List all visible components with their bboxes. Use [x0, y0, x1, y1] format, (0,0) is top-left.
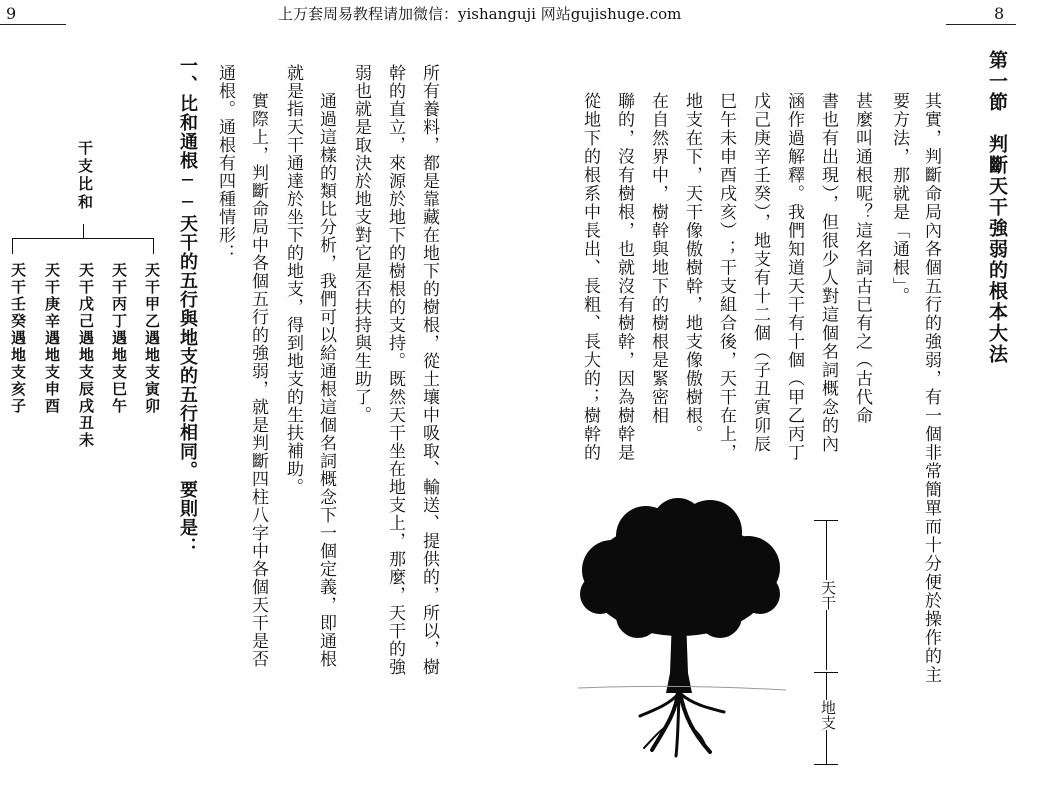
paragraph-line: 其實，判斷命局內各個五行的強弱，有一個非常簡單而十分便於操作的主 — [921, 92, 941, 684]
diagram-item: 天干壬癸遇地支亥子 — [9, 262, 27, 415]
tree-label-branch: 地支 — [819, 700, 837, 730]
diagram-item: 天干戊己遇地支辰戌丑未 — [77, 262, 95, 449]
paragraph-line: 涵作過解釋。我們知道天干有十個（甲乙丙丁 — [784, 92, 804, 462]
paragraph-line: 書也有出現），但很少人對這個名詞概念的內 — [818, 92, 838, 454]
diagram-bracket-left-tick — [12, 238, 13, 254]
diagram-bracket-right-tick — [153, 238, 154, 254]
paragraph-line: 幹的直立，來源於地下的樹根的支持。既然天干坐在地支上，那麼，天干的強 — [385, 64, 405, 676]
paragraph-line: 戊己庚辛壬癸），地支有十二個（子丑寅卯辰 — [750, 92, 770, 454]
left-page-number: 9 — [6, 4, 17, 23]
subsection-heading: 一、比和通根──天干的五行與地支的五行相同。要則是： — [177, 56, 198, 556]
paragraph-line: 甚麼叫通根呢？這名詞古已有之（古代命 — [852, 92, 872, 425]
tree-illustration — [560, 498, 800, 768]
diagram-item: 天干丙丁遇地支巳午 — [110, 262, 128, 415]
paragraph-line: 所有養料，都是靠藏在地下的樹根，從土壤中吸取、輸送、提供的，所以，樹 — [419, 64, 439, 676]
diagram-root-label: 干支比和 — [76, 140, 94, 212]
paragraph-line: 就是指天干通達於坐下的地支，得到地支的生扶補助。 — [283, 64, 303, 496]
section-title: 第一節 判斷天干強弱的根本大法 — [986, 50, 1008, 365]
paragraph-line: 弱也就是取決於地支對它是否扶持與生助了。 — [351, 64, 371, 424]
diagram-bracket-horizontal — [12, 238, 154, 239]
right-page-number: 8 — [994, 4, 1005, 23]
tree-label-stem: 天干 — [819, 580, 837, 610]
paragraph-line: 地支在下，天干像傲樹幹，地支像傲樹根。 — [682, 92, 702, 444]
paragraph-line: 通過這樣的類比分析，我們可以給通根這個名詞概念下一個定義，即通根 — [316, 92, 336, 668]
paragraph-line: 聯的，沒有樹根，也就沒有樹幹，因為樹幹是 — [614, 92, 634, 462]
right-header-rule — [946, 24, 1016, 25]
paragraph-line: 從地下的根系中長出、長粗、長大的；樹幹的 — [580, 92, 600, 462]
paragraph-line: 通根。通根有四種情形： — [215, 64, 235, 262]
bracket-tick-top — [814, 520, 838, 521]
diagram-item: 天干甲乙遇地支寅卯 — [143, 262, 161, 415]
left-header-rule — [0, 24, 66, 25]
paragraph-line: 實際上，判斷命局中各個五行的強弱，就是判斷四柱八字中各個天干是否 — [248, 92, 268, 668]
header-watermark-text: 上万套周易教程请加微信：yishanguji 网站gujishuge.com — [278, 5, 682, 23]
tree-icon — [560, 498, 800, 768]
diagram-item: 天干庚辛遇地支申酉 — [43, 262, 61, 415]
paragraph-line: 在自然界中，樹幹與地下的樹根是緊密相 — [648, 92, 668, 425]
paragraph-line: 要方法，那就是「通根」。 — [889, 92, 909, 306]
paragraph-line: 巳午未申酉戌亥）；干支組合後，天干在上， — [716, 92, 736, 462]
diagram-connector-stub — [83, 224, 84, 238]
bracket-tick-bottom — [814, 764, 838, 765]
